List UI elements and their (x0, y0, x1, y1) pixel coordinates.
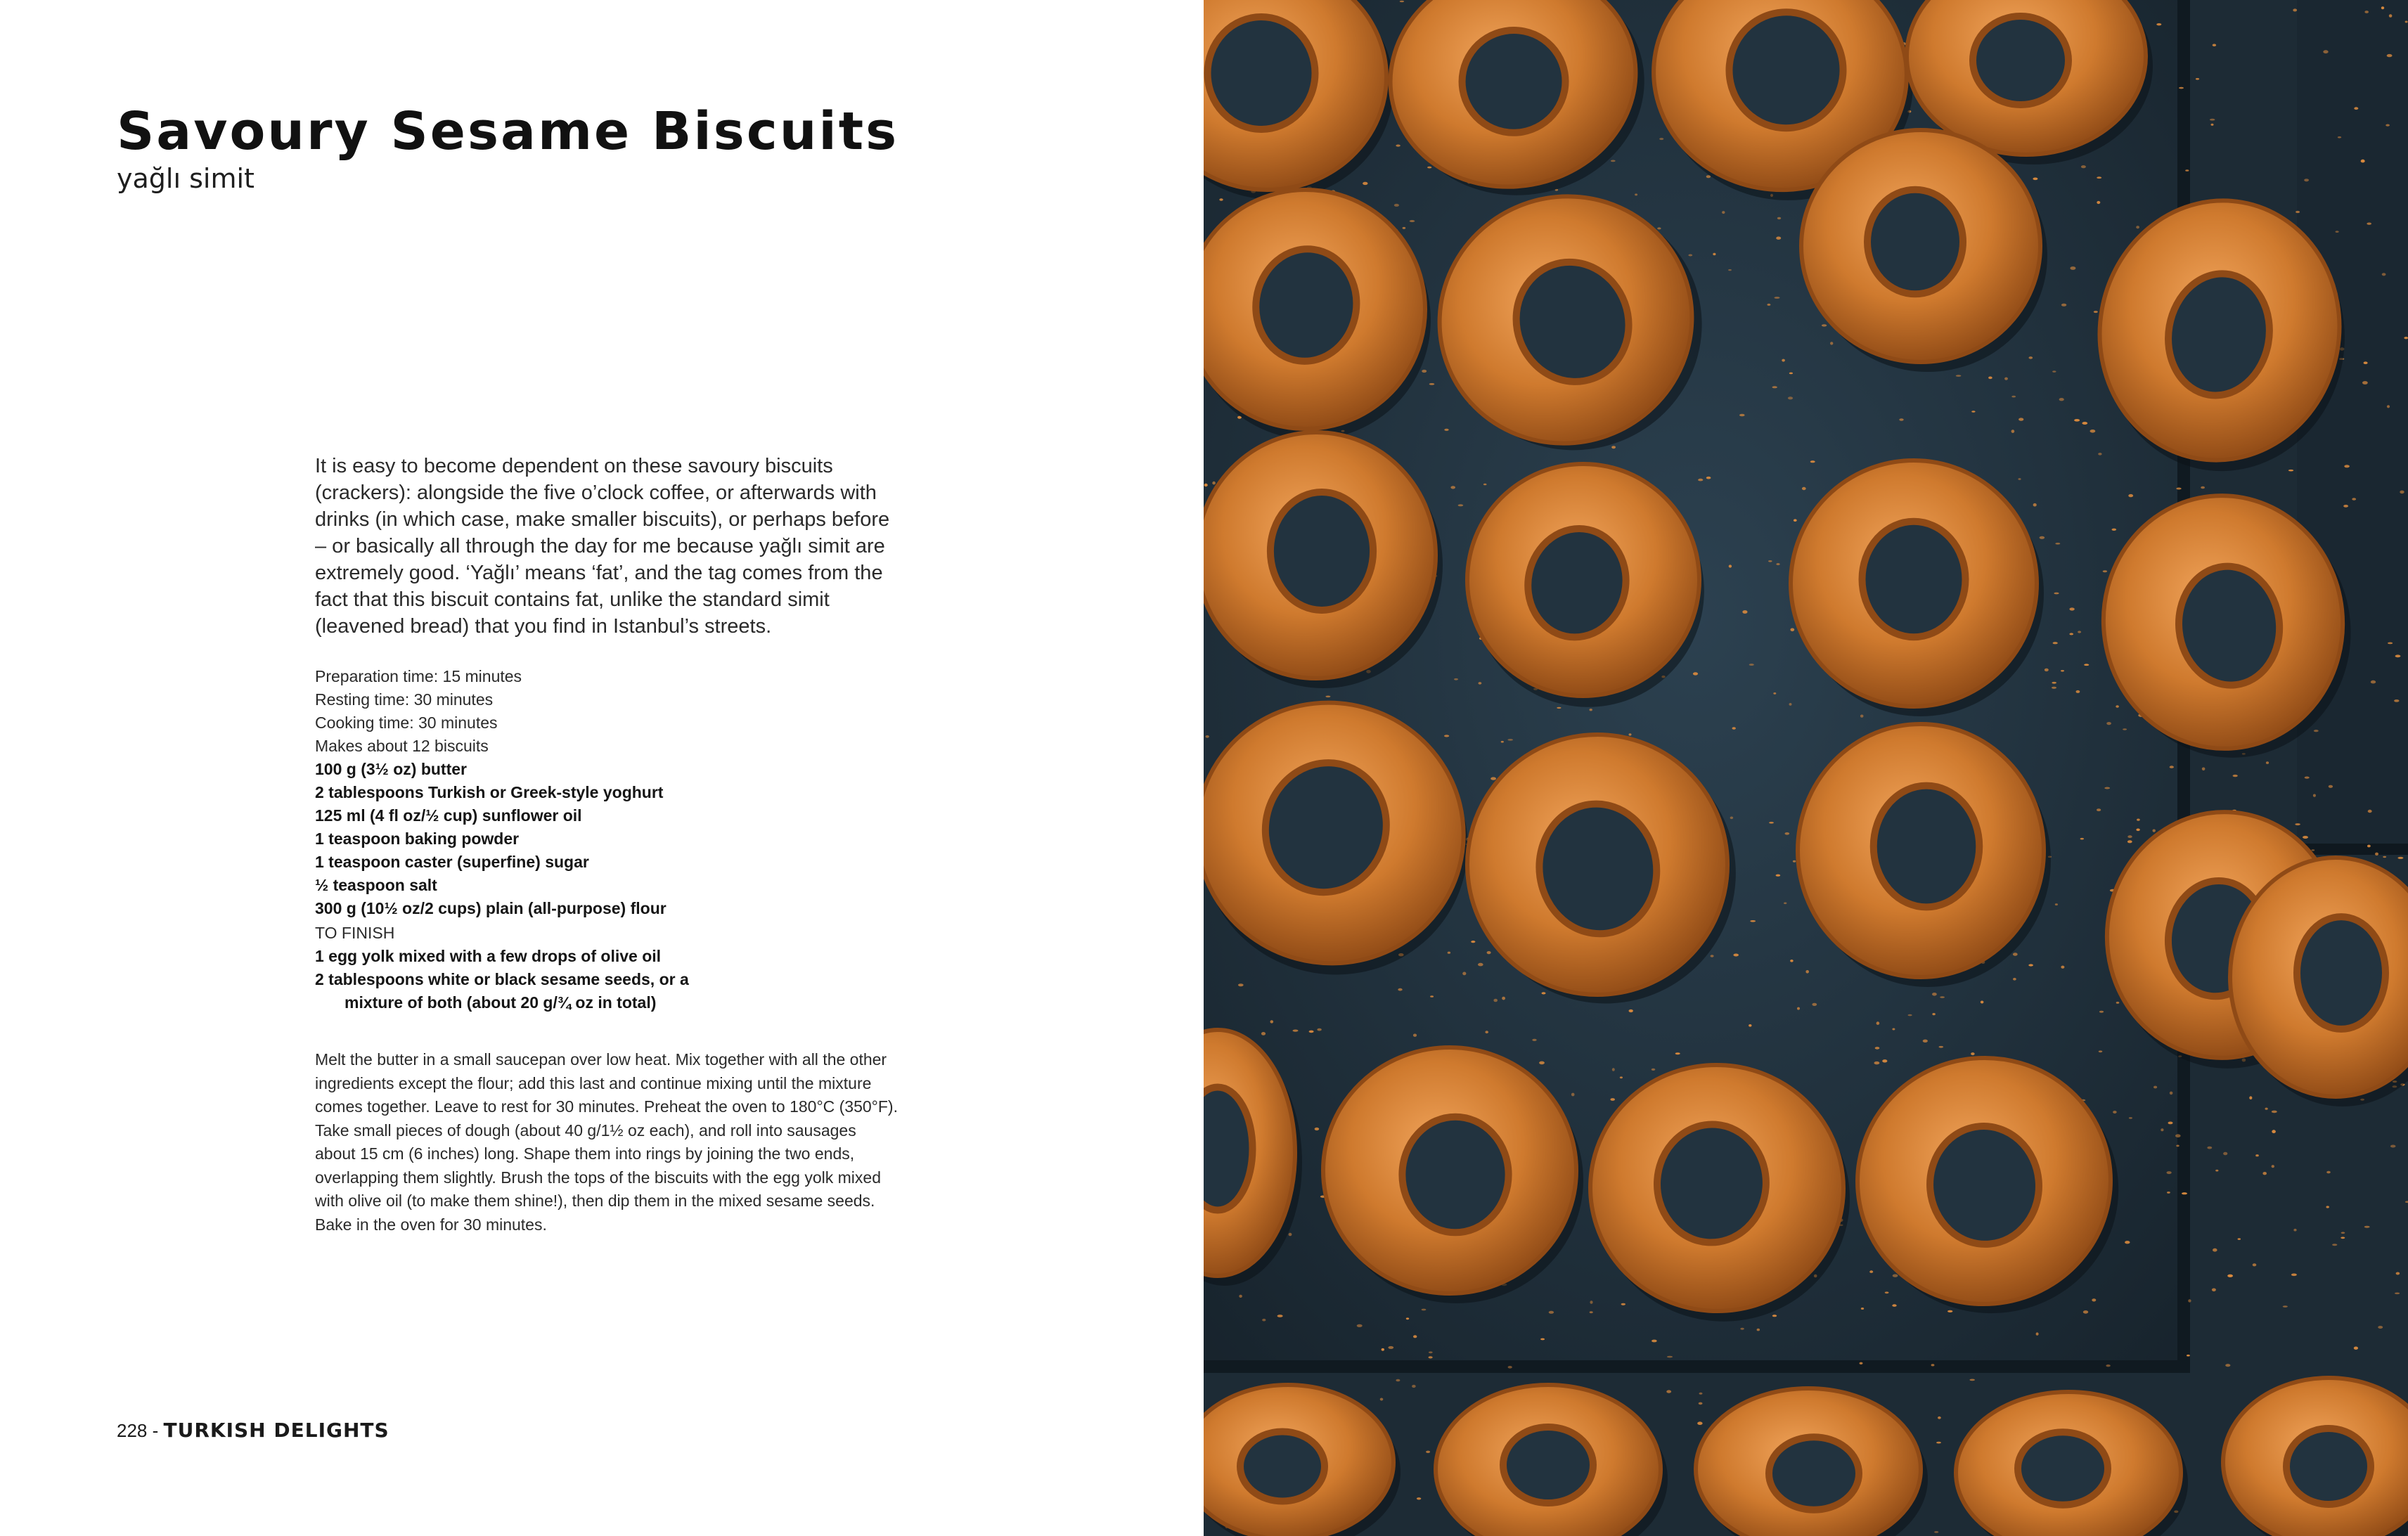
recipe-method: Melt the butter in a small saucepan over low heat. Mix together with all the other ingredients except the flour; add this last and continue mixing until the mixture comes together. Leave to rest for 30 minutes. Preheat the oven to 180°C (350°F). Take small pieces of dough (about 40 g/1½ oz each), and roll into sausages about 15 cm (6 inches) long. Shape them into rings by joining the two ends, overlapping them slightly. Brush the tops of the biscuits with the egg yolk mixed with olive oil (to make them shine!), then dip them in the mixed sesame seeds. Bake in the oven for 30 minutes. (315, 1050, 898, 1234)
cooking-time: Cooking time: 30 minutes (315, 714, 498, 732)
page-number: 228 (117, 1420, 148, 1441)
finish-item: 2 tablespoons white or black sesame seeds, or a (315, 970, 689, 988)
ingredient-item: 100 g (3½ oz) butter (315, 760, 467, 778)
footer-separator: - (147, 1420, 164, 1441)
ingredient-item: 1 teaspoon caster (superfine) sugar (315, 853, 589, 871)
finish-item: mixture of both (about 20 g/¾ oz in total) (345, 993, 657, 1012)
recipe-intro: It is easy to become dependent on these savoury biscuits (crackers): alongside the five o’clock coffee, or afterwards with drinks (in which case, make smaller biscuits), or perhaps before – or basically all through the day for me because yağlı simit are extremely good. ‘Yağlı’ means ‘fat’, and the tag comes from the fact that this biscuit contains fat, unlike the standard simit (leavened bread) that you find in Istanbul’s streets. (315, 455, 890, 638)
recipe-title: Savoury Sesame Biscuits (117, 101, 899, 162)
sesame-biscuits-photo (1204, 0, 2408, 1536)
ingredient-item: ½ teaspoon salt (315, 876, 437, 894)
ingredients-block (315, 665, 948, 1014)
resting-time: Resting time: 30 minutes (315, 690, 494, 709)
to-finish-heading: TO FINISH (315, 924, 395, 942)
ingredient-item: 1 teaspoon baking powder (315, 830, 520, 848)
preparation-time: Preparation time: 15 minutes (315, 667, 522, 685)
tray-rim-bottom (1204, 1360, 2190, 1373)
book-title: TURKISH DELIGHTS (163, 1419, 389, 1442)
recipe-subtitle: yağlı simit (117, 163, 255, 194)
ingredient-item: 300 g (10½ oz/2 cups) plain (all-purpose) flour (315, 899, 667, 917)
page-footer (117, 1419, 389, 1442)
ingredient-item: 2 tablespoons Turkish or Greek-style yoghurt (315, 783, 664, 801)
ingredient-item: 125 ml (4 fl oz/½ cup) sunflower oil (315, 806, 582, 825)
finish-item: 1 egg yolk mixed with a few drops of olive oil (315, 947, 662, 965)
photo-illustration (1204, 0, 2408, 1536)
yield: Makes about 12 biscuits (315, 737, 489, 755)
